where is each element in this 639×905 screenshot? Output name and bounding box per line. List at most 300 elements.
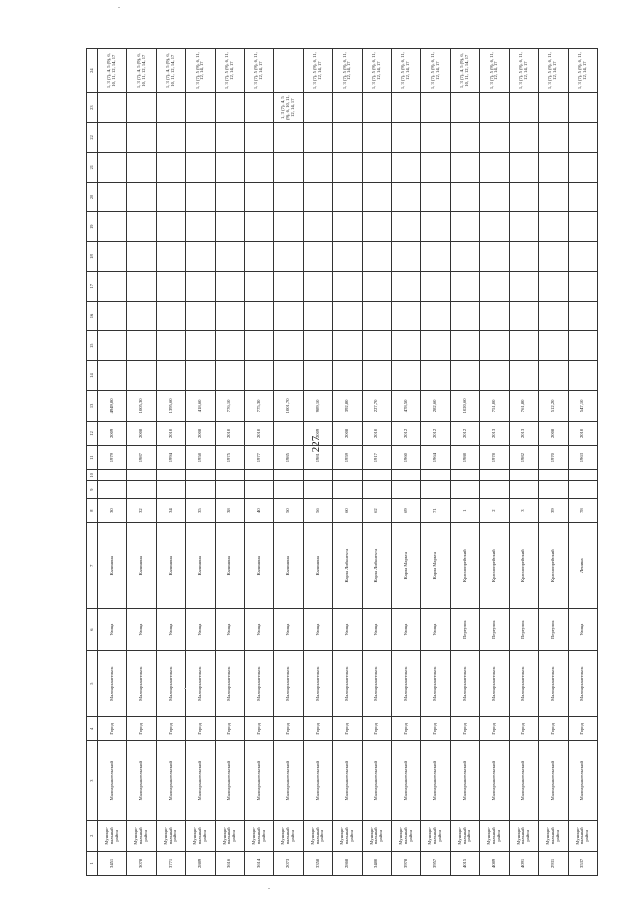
table-cell (450, 152, 479, 182)
table-row (303, 49, 332, 876)
table-cell (127, 123, 156, 153)
table-cell: 1978 (480, 446, 509, 470)
table-cell (156, 123, 185, 153)
table-cell: 3614 (245, 851, 274, 875)
table-cell (333, 271, 362, 301)
table-cell: Город (392, 717, 421, 741)
table-cell: Муници-пальный район (127, 820, 156, 851)
table-cell (392, 93, 421, 123)
table-cell (127, 470, 156, 481)
table-row (362, 49, 391, 876)
table-cell (156, 93, 185, 123)
header-cell: 4 (87, 717, 98, 741)
table-cell: Малоархангельск (509, 651, 538, 717)
table-cell: Калинина (127, 523, 156, 609)
header-cell: 14 (87, 361, 98, 391)
table-cell (156, 470, 185, 481)
table-row (392, 49, 421, 876)
table-cell (245, 93, 274, 123)
table-cell (274, 470, 303, 481)
table-cell: 1981 (303, 446, 332, 470)
table-cell (539, 301, 568, 331)
table-cell (215, 123, 244, 153)
table-cell: Улица (392, 609, 421, 651)
table-cell: Улица (245, 609, 274, 651)
table-cell (98, 361, 127, 391)
table-cell: Город (421, 717, 450, 741)
table-cell: Улица (156, 609, 185, 651)
table-cell: Малоархангельск (245, 651, 274, 717)
table-cell: 3480 (362, 851, 391, 875)
table-cell (421, 152, 450, 182)
table-cell (362, 271, 391, 301)
table-cell: Краснопрейский (450, 523, 479, 609)
table-cell (509, 470, 538, 481)
table-cell: Калинина (274, 523, 303, 609)
table-cell (303, 481, 332, 499)
table-cell (156, 212, 185, 242)
table-cell: Переулок (539, 609, 568, 651)
table-cell: 1395,60 (156, 390, 185, 421)
document-table-area (86, 48, 598, 876)
table-cell (98, 93, 127, 123)
table-cell (303, 301, 332, 331)
table-cell (362, 470, 391, 481)
table-cell: 989,10 (303, 390, 332, 421)
table-cell: 1, 3 (7), 4, 5 (9), 6, 10, 11, 12, 14, 17 (156, 49, 185, 93)
table-cell: Малоархангельск (450, 651, 479, 717)
table-cell: Муници-пальный район (98, 820, 127, 851)
table-cell: Улица (186, 609, 215, 651)
table-cell: 2889 (186, 851, 215, 875)
table-cell (156, 242, 185, 272)
table-body (87, 49, 598, 876)
table-cell (156, 152, 185, 182)
table-cell: 38 (215, 498, 244, 522)
table-cell: 2009 (303, 421, 332, 445)
header-cell: 11 (87, 446, 98, 470)
table-cell (480, 93, 509, 123)
table-cell: 4949,80 (98, 390, 127, 421)
table-cell: Малоархангельский (421, 741, 450, 820)
table-cell (274, 123, 303, 153)
table-cell: Переулок (450, 609, 479, 651)
header-cell: 7 (87, 523, 98, 609)
table-cell: 1, 3 (7), 5 (9), 6, 11, 12, 14, 17 (245, 49, 274, 93)
table-cell: Муници-пальный район (274, 820, 303, 851)
table-cell (392, 470, 421, 481)
register-table (86, 48, 598, 876)
header-cell: 24 (87, 49, 98, 93)
header-cell: 9 (87, 481, 98, 499)
table-cell: 39 (539, 498, 568, 522)
table-cell (245, 301, 274, 331)
table-cell: Карла Либкнехта (362, 523, 391, 609)
table-cell (450, 212, 479, 242)
table-row (127, 49, 156, 876)
table-cell (127, 212, 156, 242)
table-cell (568, 212, 598, 242)
table-cell: Город (186, 717, 215, 741)
table-cell: Город (450, 717, 479, 741)
table-cell: Муници-пальный район (245, 820, 274, 851)
table-cell (333, 152, 362, 182)
table-cell (362, 242, 391, 272)
table-cell (274, 361, 303, 391)
table-cell (362, 361, 391, 391)
header-cell: 19 (87, 212, 98, 242)
table-cell: Малоархангельский (245, 741, 274, 820)
table-cell (480, 361, 509, 391)
table-cell (568, 93, 598, 123)
table-cell (480, 271, 509, 301)
page-number: 227 (310, 435, 322, 453)
table-cell: 282,60 (421, 390, 450, 421)
table-cell (392, 242, 421, 272)
header-cell: 18 (87, 242, 98, 272)
table-cell: 761,80 (509, 390, 538, 421)
table-cell: 1, 3 (7), 5 (9), 6, 11, 12, 14, 17 (186, 49, 215, 93)
table-cell: Улица (362, 609, 391, 651)
table-cell: 2008 (539, 421, 568, 445)
table-cell (450, 242, 479, 272)
table-cell: 3957 (421, 851, 450, 875)
header-cell: 15 (87, 331, 98, 361)
table-cell (421, 182, 450, 212)
table-cell: Малоархангельск (156, 651, 185, 717)
table-cell (509, 93, 538, 123)
table-cell (568, 331, 598, 361)
table-cell (98, 331, 127, 361)
table-cell: 3451 (98, 851, 127, 875)
table-cell: Улица (98, 609, 127, 651)
table-cell: 2010 (245, 421, 274, 445)
table-cell (186, 212, 215, 242)
table-cell: 1005,30 (127, 390, 156, 421)
table-cell (568, 242, 598, 272)
table-cell (333, 361, 362, 391)
table-cell (421, 123, 450, 153)
table-cell (215, 271, 244, 301)
table-cell: Малоархангельск (362, 651, 391, 717)
header-cell: 22 (87, 123, 98, 153)
table-cell (186, 481, 215, 499)
table-cell (215, 481, 244, 499)
table-cell: Муници-пальный район (215, 820, 244, 851)
table-cell: 3771 (156, 851, 185, 875)
table-cell (568, 301, 598, 331)
table-cell: Малоархангельский (450, 741, 479, 820)
table-cell (509, 182, 538, 212)
rotated-table-wrapper (86, 48, 598, 876)
table-cell (421, 481, 450, 499)
table-cell: 1, 3 (7), 5 (9), 6, 11, 12, 14, 17 (303, 49, 332, 93)
table-cell (480, 301, 509, 331)
table-cell (186, 361, 215, 391)
header-cell: 17 (87, 271, 98, 301)
table-cell: Малоархангельск (421, 651, 450, 717)
table-cell: Калинина (303, 523, 332, 609)
table-cell: 1, 3 (7), 4, 5 (9), 6, 10, 11, 12, 14, 17 (450, 49, 479, 93)
table-cell (362, 481, 391, 499)
table-cell: 34 (156, 498, 185, 522)
table-cell: 2008 (333, 421, 362, 445)
table-cell (156, 331, 185, 361)
table-cell (509, 481, 538, 499)
table-cell (98, 481, 127, 499)
table-cell (392, 361, 421, 391)
table-cell: Город (480, 717, 509, 741)
table-cell (245, 361, 274, 391)
table-cell (392, 152, 421, 182)
table-cell: 751,00 (480, 390, 509, 421)
table-cell: 71 (421, 498, 450, 522)
table-cell (127, 271, 156, 301)
header-cell: 23 (87, 93, 98, 123)
table-cell: 2073 (274, 851, 303, 875)
table-cell (450, 93, 479, 123)
table-cell: Муници-пальный район (450, 820, 479, 851)
table-cell: 1, 3 (7), 5 (9), 6, 11, 12, 14, 17 (568, 49, 598, 93)
table-cell: 2010 (215, 421, 244, 445)
table-cell (362, 123, 391, 153)
table-cell (215, 93, 244, 123)
table-cell (98, 242, 127, 272)
header-cell: 13 (87, 390, 98, 421)
table-cell (274, 331, 303, 361)
header-cell: 12 (87, 421, 98, 445)
table-cell: 3616 (215, 851, 244, 875)
table-cell (333, 481, 362, 499)
table-cell (98, 301, 127, 331)
table-cell (450, 481, 479, 499)
table-cell (274, 271, 303, 301)
table-cell: Улица (421, 609, 450, 651)
table-cell: Город (274, 717, 303, 741)
header-cell: 2 (87, 820, 98, 851)
table-cell: 3978 (392, 851, 421, 875)
table-cell: 50 (274, 498, 303, 522)
table-cell (480, 242, 509, 272)
table-cell: Муници-пальный район (186, 820, 215, 851)
table-cell: 2 (480, 498, 509, 522)
table-cell (156, 182, 185, 212)
table-cell (539, 212, 568, 242)
table-cell (333, 470, 362, 481)
table-cell: Ленина (568, 523, 598, 609)
table-cell (539, 152, 568, 182)
table-cell: Калинина (98, 523, 127, 609)
table-cell (215, 361, 244, 391)
table-cell (421, 361, 450, 391)
table-cell: Муници-пальный район (509, 820, 538, 851)
table-cell (539, 123, 568, 153)
table-cell (509, 331, 538, 361)
table-cell: 1994 (156, 446, 185, 470)
table-cell: Город (127, 717, 156, 741)
table-cell (333, 182, 362, 212)
table-cell (156, 361, 185, 391)
table-row (539, 49, 568, 876)
table-cell: Карла Маркса (421, 523, 450, 609)
table-row (274, 49, 303, 876)
table-cell (303, 331, 332, 361)
table-cell: Муници-пальный район (421, 820, 450, 851)
table-cell (303, 212, 332, 242)
table-cell: 1977 (245, 446, 274, 470)
table-cell (568, 470, 598, 481)
table-cell: Калинина (186, 523, 215, 609)
table-row (186, 49, 215, 876)
table-cell (245, 242, 274, 272)
table-cell (274, 242, 303, 272)
table-cell: 1 (450, 498, 479, 522)
table-row (215, 49, 244, 876)
table-cell: 56 (303, 498, 332, 522)
table-cell: Муници-пальный район (333, 820, 362, 851)
table-cell (421, 470, 450, 481)
table-cell (333, 301, 362, 331)
table-cell (421, 331, 450, 361)
table-cell: Малоархангельск (186, 651, 215, 717)
table-cell: Переулок (480, 609, 509, 651)
table-cell: Город (362, 717, 391, 741)
table-cell (362, 212, 391, 242)
table-cell: 3078 (127, 851, 156, 875)
table-cell: Малоархангельский (392, 741, 421, 820)
table-cell (245, 182, 274, 212)
table-cell: 2008 (127, 421, 156, 445)
header-cell: 16 (87, 301, 98, 331)
table-cell (215, 470, 244, 481)
table-cell: Малоархангельский (215, 741, 244, 820)
table-cell (215, 182, 244, 212)
table-cell: Малоархангельский (186, 741, 215, 820)
table-cell: 547,10 (568, 390, 598, 421)
table-cell (274, 49, 303, 93)
table-row (245, 49, 274, 876)
table-cell (186, 123, 215, 153)
table-cell (274, 152, 303, 182)
table-cell: Краснопрейский (480, 523, 509, 609)
table-cell (480, 331, 509, 361)
table-cell (245, 152, 274, 182)
table-row (450, 49, 479, 876)
table-cell (450, 271, 479, 301)
table-cell (186, 242, 215, 272)
table-cell: Малоархангельский (568, 741, 598, 820)
table-cell (215, 242, 244, 272)
table-cell (450, 182, 479, 212)
table-cell (127, 242, 156, 272)
table-cell (127, 361, 156, 391)
table-cell: 1959 (333, 446, 362, 470)
table-cell (450, 361, 479, 391)
table-cell: 2010 (156, 421, 185, 445)
table-cell: Малоархангельский (539, 741, 568, 820)
table-cell: 32 (127, 498, 156, 522)
table-cell (303, 271, 332, 301)
table-cell: 1960 (392, 446, 421, 470)
table-cell: 1, 3 (7), 4, 5 (9), 6, 10, 11, 12, 14, 17 (274, 93, 303, 123)
scan-speck (268, 888, 270, 889)
table-cell (568, 361, 598, 391)
table-cell (274, 481, 303, 499)
table-cell (245, 212, 274, 242)
table-cell (333, 123, 362, 153)
table-cell (215, 152, 244, 182)
table-cell (539, 93, 568, 123)
table-cell (392, 301, 421, 331)
table-cell: 1, 3 (7), 5 (9), 6, 11, 12, 14, 17 (480, 49, 509, 93)
table-cell: Улица (303, 609, 332, 651)
table-cell: 69 (392, 498, 421, 522)
table-cell: 2868 (333, 851, 362, 875)
table-row (480, 49, 509, 876)
table-cell (480, 123, 509, 153)
table-cell (421, 271, 450, 301)
table-cell (480, 182, 509, 212)
table-cell (539, 242, 568, 272)
table-row (156, 49, 185, 876)
table-cell: Малоархангельск (568, 651, 598, 717)
table-cell: Малоархангельский (98, 741, 127, 820)
table-cell (186, 301, 215, 331)
table-cell (568, 123, 598, 153)
table-cell (303, 182, 332, 212)
table-cell: Город (98, 717, 127, 741)
table-cell: 1970 (539, 446, 568, 470)
table-cell: Малоархангельский (156, 741, 185, 820)
table-cell (362, 301, 391, 331)
header-row (87, 49, 98, 876)
table-cell: 30 (98, 498, 127, 522)
table-cell (186, 470, 215, 481)
table-cell: 40 (245, 498, 274, 522)
table-cell (303, 361, 332, 391)
table-cell: Переулок (509, 609, 538, 651)
table-cell: Улица (333, 609, 362, 651)
table-cell: Малоархангельск (392, 651, 421, 717)
table-cell: Малоархангельский (274, 741, 303, 820)
scan-speck (184, 688, 186, 689)
table-cell: Муници-пальный район (480, 820, 509, 851)
table-cell (186, 93, 215, 123)
table-cell: Малоархангельск (127, 651, 156, 717)
table-cell: 62 (362, 498, 391, 522)
table-cell (127, 301, 156, 331)
table-cell: Муници-пальный район (156, 820, 185, 851)
table-cell: 4089 (480, 851, 509, 875)
table-cell (127, 182, 156, 212)
table-cell (127, 152, 156, 182)
table-cell: Краснопрейский (509, 523, 538, 609)
table-cell (509, 242, 538, 272)
table-cell: 60 (333, 498, 362, 522)
table-cell (392, 182, 421, 212)
table-cell (568, 152, 598, 182)
table-cell: Улица (274, 609, 303, 651)
table-cell: Малоархангельск (303, 651, 332, 717)
table-cell (245, 481, 274, 499)
header-cell: 8 (87, 498, 98, 522)
table-cell: 2010 (362, 421, 391, 445)
table-cell (215, 212, 244, 242)
table-cell: Муници-пальный район (568, 820, 598, 851)
table-cell (450, 301, 479, 331)
header-cell: 3 (87, 741, 98, 820)
table-cell (303, 470, 332, 481)
